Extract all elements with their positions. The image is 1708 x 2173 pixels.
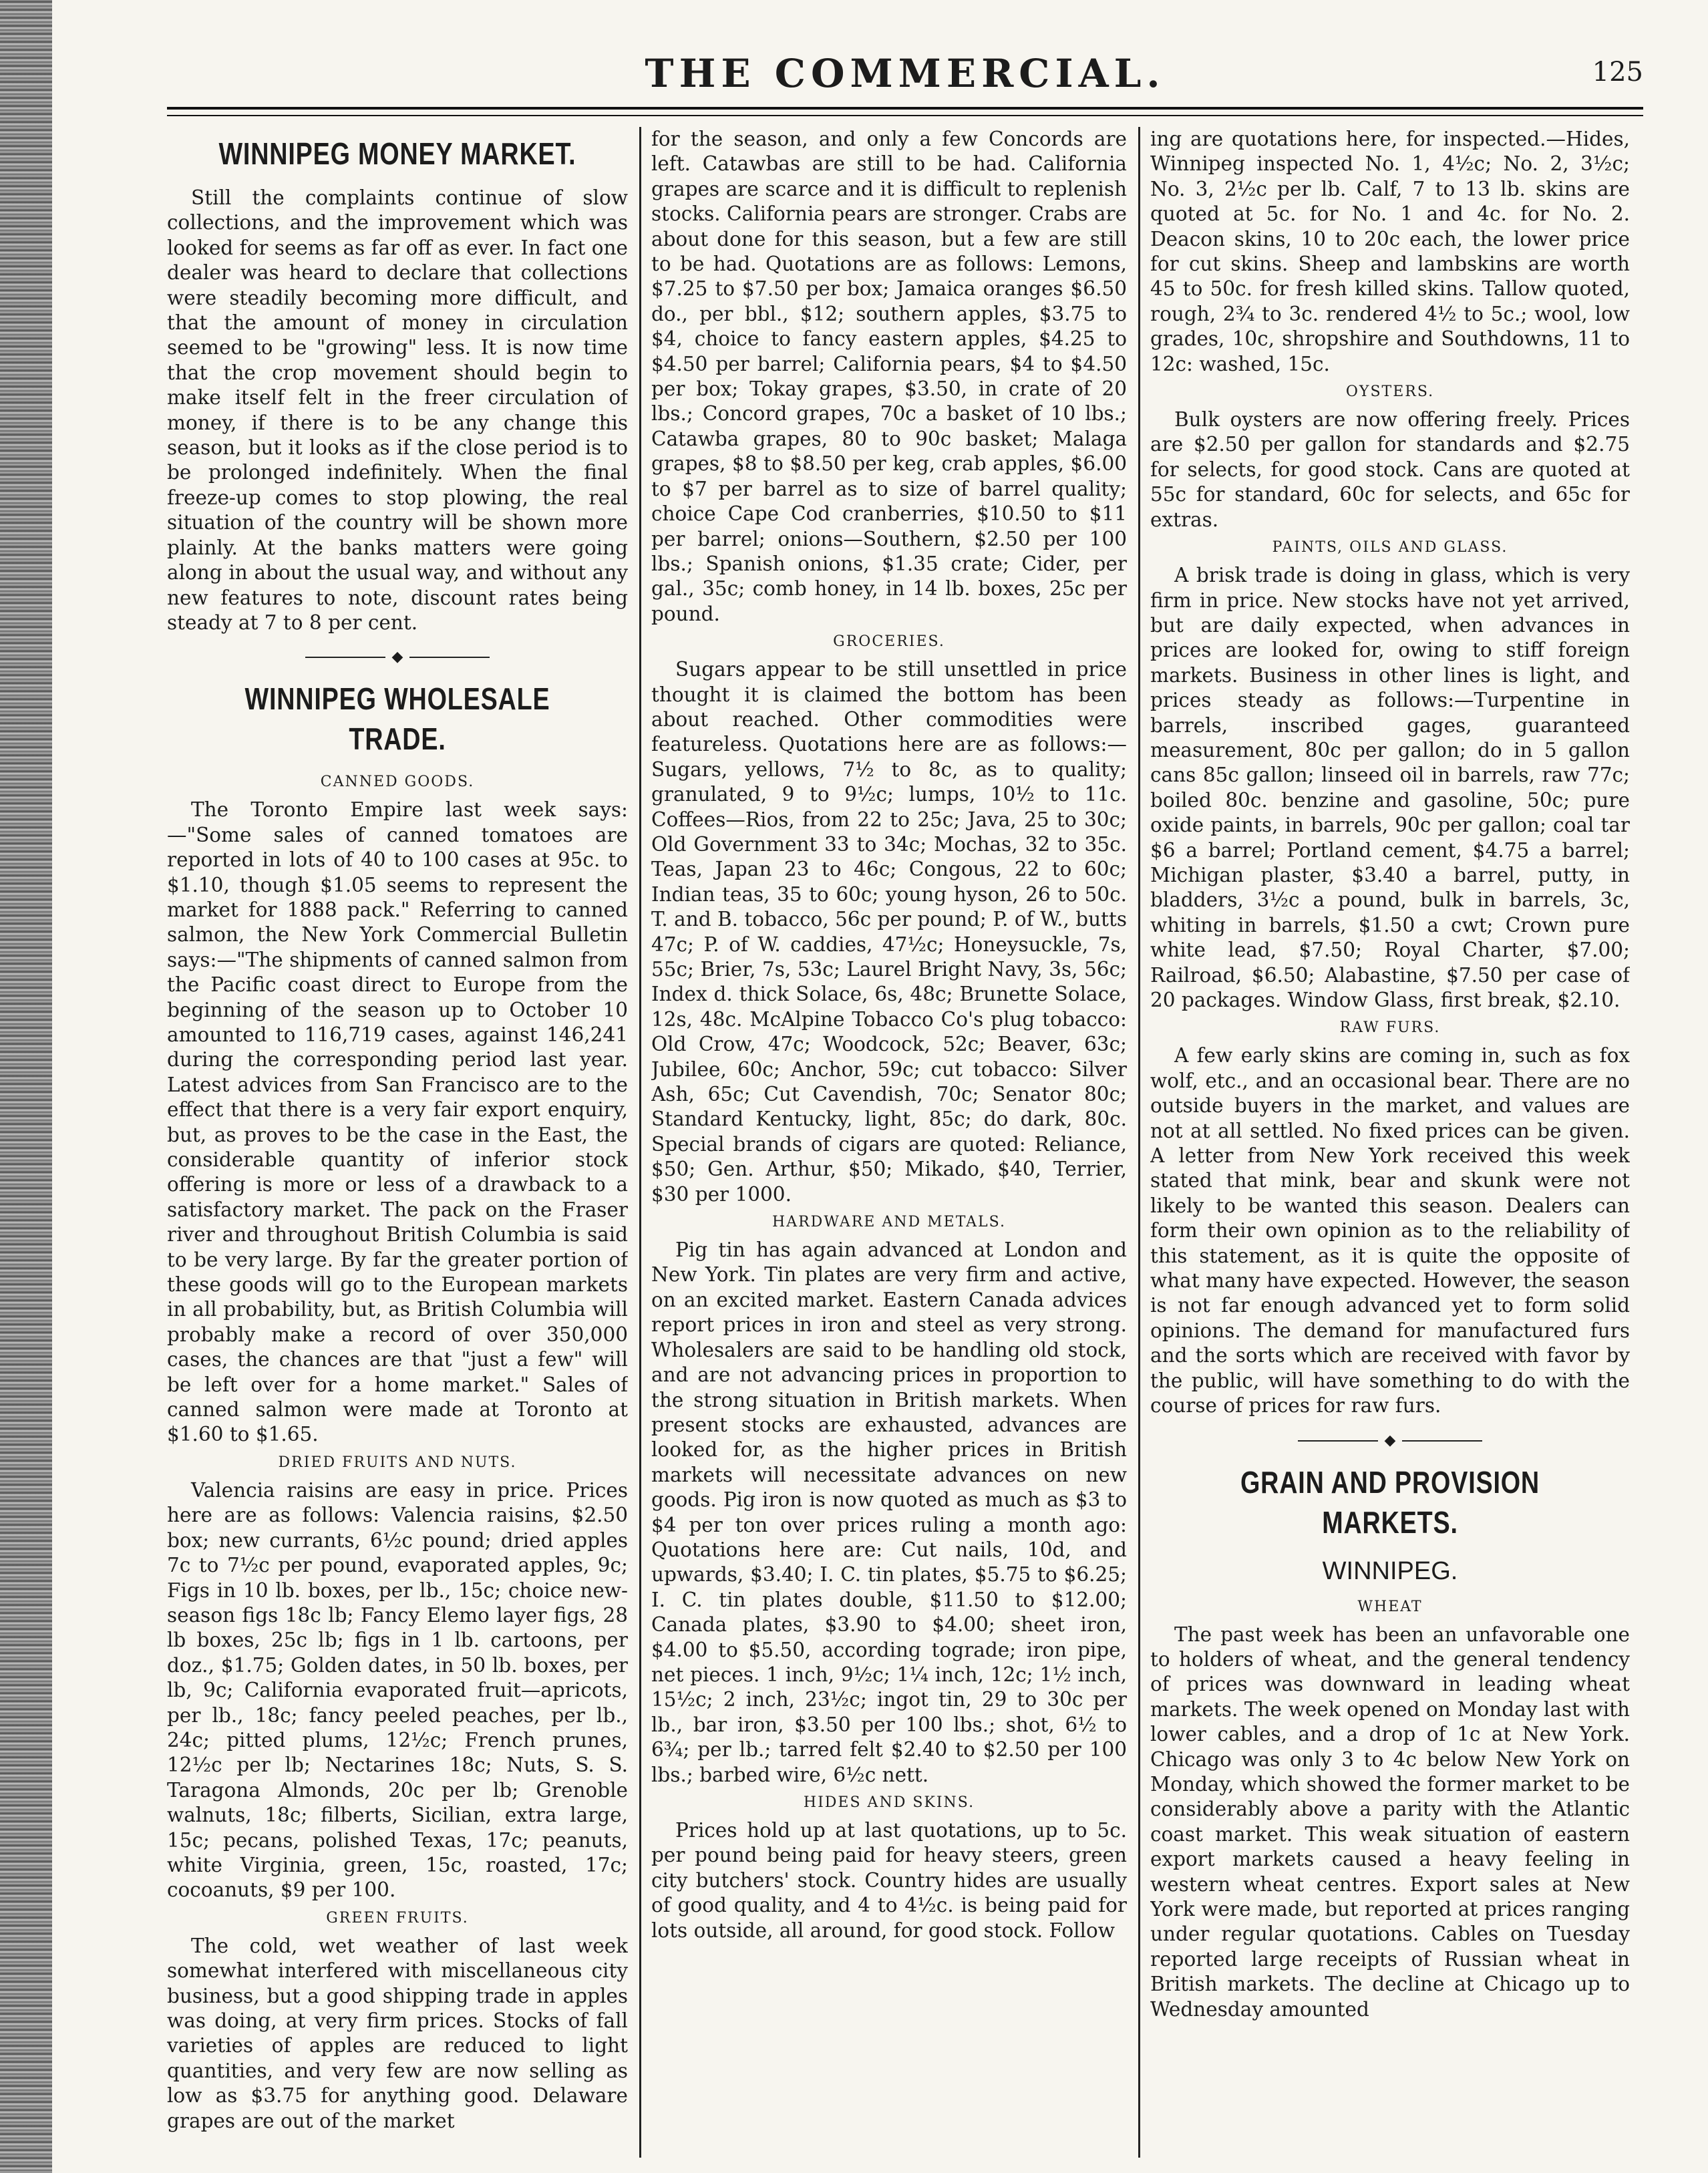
- subheading-oysters: OYSTERS.: [1345, 383, 1435, 401]
- column-3: [1150, 127, 1630, 2158]
- money-market-paragraph: Still the complaints continue of slow collections, and the improvement which was looked for seems as far off as ever. In fact one dealer was heard to declare that collections were steadily becoming more difficult, and that the amount of money in circulation seemed to be "growing" less. It is now time that the crop movement should begin to make itself felt in the freer circulation of money, if there is to be any change this season, but it looks as if the close period is to be prolonged indefinitely. When the final freeze-up comes to stop plowing, the real situation of the country will be shown more plainly. At the banks matters were going along in about the usual way, and without any new features to note, discount rates being steady at 7 to 8 per cent.: [167, 186, 628, 634]
- green-fruits-paragraph: The cold, wet weather of last week somewhat interfered with miscellaneous city business, but a good shipping trade in apples was doing, at very firm prices. Stocks of fall varieties of apples are reduced to light quantities, and very few are now selling as low as $3.75 for anything good. Delaware grapes are out of the market: [167, 1934, 628, 2132]
- wheat-paragraph: The past week has been an unfavorable one to holders of wheat, and the general tendency of prices was downward in leading wheat markets. The week opened on Monday last with lower cables, and a drop of 1c at New York. Chicago was only 3 to 4c below New York on Monday, which showed the former market to be considerably above a parity with the Atlantic coast market. This weak situation of eastern export markets caused a heavy feeling in western wheat centres. Export sales at New York were made, but reported at prices ranging under regular quotations. Cables on Tuesday reported large receipts of Russian wheat in British markets. The decline at Chicago up to Wednesday amounted: [1150, 1623, 1630, 2021]
- green-fruits-continued: for the season, and only a few Concords are left. Catawbas are still to be had. California grapes are scarce and it is difficult to replenish stocks. California pears are stronger. Crabs are about done for this season, but a few are still to be had. Quotations are as follows: Lemons, $7.25 to $7.50 per box; Jamaica oranges $6.50 do., per bbl., $12; southern apples, $3.75 to $4, choice to fancy eastern apples, $4.25 to $4.50 per barrel; California pears, $4 to $4.50 per box; Tokay grapes, $3.50, in crate of 20 lbs.; Concord grapes, 70c a basket of 10 lbs.; Catawba grapes, 80 to 90c basket; Malaga grapes, $8 to $8.50 per keg, crab apples, $6.00 to $7 per barrel as to size of barrel quality; choice Cape Cod cranberries, $10.50 to $11 per barrel; onions—Southern, $2.50 per 100 lbs.; Spanish onions, $1.35 crate; Cider, per gal., 35c; comb honey, in 14 lb. boxes, 25c per pound.: [651, 128, 1127, 625]
- publication-title: THE COMMERCIAL.: [645, 51, 1166, 96]
- hardware-paragraph: Pig tin has again advanced at London and New York. Tin plates are very firm and active, on an excited market. Eastern Canada advices report prices in iron and steel as very strong. Wholesalers are said to be handling old stock, and are not advancing prices in proportion to the strong situation in British markets. When present stocks are exhausted, advances are looked for, as the higher prices in British markets will necessitate advances on new goods. Pig iron is now quoted as much as $3 to $4 per ton over prices ruling a month ago: Quotations here are: Cut nails, 10d, and upwards, $3.40; I. C. tin plates, $5.75 to $6.25; I. C. tin plates double, $11.50 to $12.00; Canada plates, $3.90 to $4.00; sheet iron, $4.00 to $5.50, according tograde; iron pipe, net pieces. 1 inch, 9½c; 1¼ inch, 12c; 1½ inch, 15½c; 2 inch, 23½c; ingot tin, 29 to 30c per lb., bar iron, $3.50 per 100 lbs.; shot, 6½ to 6¾; per lb.; tarred felt $2.40 to $2.50 per 100 lbs.; barbed wire, 6½c nett.: [651, 1238, 1127, 1786]
- subheading-hardware: HARDWARE AND METALS.: [772, 1214, 1006, 1231]
- subheading-raw-furs: RAW FURS.: [1339, 1019, 1441, 1037]
- masthead: [167, 47, 1643, 100]
- column-rule-1: [639, 127, 641, 2158]
- masthead-rule: [167, 107, 1643, 116]
- hides-continued: ing are quotations here, for inspected.—Hides, Winnipeg inspected No. 1, 4½c; No. 2, 3½c; No. 3, 2½c per lb. Calf, 7 to 13 lb. skins are quoted at 5c. for No. 1 and 4c. for No. 2. Deacon skins, 10 to 20c each, the lower price for cut skins. Sheep and lambskins are worth 45 to 50c. for fresh killed skins. Tallow quoted, rough, 2¾ to 3c. rendered 4½ to 5c.; wool, low grades, 10c, shropshire and Southdowns, 11 to 12c: washed, 15c.: [1150, 128, 1630, 375]
- subheading-wheat: WHEAT: [1357, 1598, 1423, 1615]
- subheading-dried-fruits: DRIED FRUITS AND NUTS.: [278, 1454, 517, 1471]
- paints-paragraph: A brisk trade is doing in glass, which is very firm in price. New stocks have not yet arrived, but are daily expected, when advances in prices are looked for, owing to stiff foreign markets. Business in other lines is light, and prices steady as follows:—Turpentine in barrels, inscribed gages, guaranteed measurement, 80c per gallon; do in 5 gallon cans 85c gallon; linseed oil in barrels, raw 77c; boiled 80c. benzine and gasoline, 50c; pure oxide paints, in barrels, 90c per gallon; coal tar $6 a barrel; Portland cement, $4.75 a barrel; Michigan plaster, $3.40 a barrel, putty, in bladders, 3½c a pound, bulk in barrels, 3c, whiting in barrels, $1.50 a cwt; Crown pure white lead, $7.50; Royal Charter, $7.00; Railroad, $6.50; Alabastine, $7.50 per case of 20 packages. Window Glass, first break, $2.10.: [1150, 564, 1630, 1011]
- heading-wholesale-trade: WINNIPEG WHOLESALE TRADE.: [244, 681, 550, 757]
- subheading-groceries: GROCERIES.: [833, 633, 945, 651]
- page-number: 125: [1592, 57, 1643, 88]
- column-rule-2: [1138, 127, 1140, 2158]
- heading-money-market: WINNIPEG MONEY MARKET.: [218, 136, 576, 171]
- subheading-green-fruits: GREEN FRUITS.: [326, 1909, 469, 1927]
- subheading-hides: HIDES AND SKINS.: [803, 1794, 975, 1811]
- dried-fruits-paragraph: Valencia raisins are easy in price. Prices here are as follows: Valencia raisins, $2.50 box; new currants, 6½c pound; dried apples 7c to 7½c per pound, evaporated apples, 9c; Figs in 10 lb. boxes, per lb., 15c; choice new-season figs 18c lb; Fancy Elemo layer figs, 28 lb boxes, 25c lb; figs in 1 lb. cartoons, per doz., $1.75; Golden dates, in 50 lb. boxes, per lb, 9c; California evaporated fruit—apricots, per lb., 18c; fancy peeled peaches, per lb., 24c; pitted plums, 12½c; French prunes, 12½c per lb; Nectarines 18c; Nuts, S. S. Taragona Almonds, 20c per lb; Grenoble walnuts, 18c; filberts, Sicilian, extra large, 15c; pecans, polished Texas, 17c; peanuts, white Virginia, green, 15c, roasted, 17c; cocoanuts, $9 per 100.: [167, 1478, 628, 1902]
- raw-furs-paragraph: A few early skins are coming in, such as fox wolf, etc., and an occasional bear. There are no outside buyers in the market, and values are not at all settled. No fixed prices can be given. A letter from New York received this week stated that mink, bear and skunk were not likely to be wanted this season. Dealers can form their own opinion as to the reliability of this statement, as it is quite the opposite of what many have expected. However, the season is not far enough advanced yet to form solid opinions. The demand for manufactured furs and the sorts which are received with favor by the public, will have something to do with the course of prices for raw furs.: [1150, 1044, 1630, 1417]
- oysters-paragraph: Bulk oysters are now offering freely. Prices are $2.50 per gallon for standards and $2.75 for selects, for good stock. Cans are quoted at 55c for standard, 60c for selects, and 65c for extras.: [1150, 408, 1630, 531]
- subheading-paints: PAINTS, OILS AND GLASS.: [1272, 539, 1508, 556]
- heading-winnipeg: WINNIPEG.: [1322, 1556, 1458, 1585]
- groceries-paragraph: Sugars appear to be still unsettled in price thought it is claimed the bottom has been about reached. Other commodities were featureless. Quotations here are as follows:—Sugars, yellows, 7½ to 8c, as to quality; granulated, 9 to 9½c; lumps, 10½ to 11c. Coffees—Rios, from 22 to 25c; Java, 25 to 30c; Old Government 33 to 34c; Mochas, 32 to 35c. Teas, Japan 23 to 46c; Congous, 22 to 60c; Indian teas, 35 to 60c; young hyson, 26 to 50c. T. and B. tobacco, 56c per pound; P. of W., butts 47c; P. of W. caddies, 47½c; Honeysuckle, 7s, 55c; Brier, 7s, 53c; Laurel Bright Navy, 3s, 56c; Index d. thick Solace, 6s, 48c; Brunette Solace, 12s, 48c. McAlpine Tobacco Co's plug tobacco: Old Crow, 47c; Woodcock, 52c; Beaver, 63c; Jubilee, 60c; Anchor, 59c; cut tobacco: Silver Ash, 65c; Cut Cavendish, 70c; Senator 80c; Standard Kentucky, light, 85c; do dark, 80c. Special brands of cigars are quoted: Reliance, $50; Gen. Arthur, $50; Mikado, $40, Terrier, $30 per 1000.: [651, 658, 1127, 1206]
- heading-grain-provision: GRAIN AND PROVISION MARKETS.: [1240, 1464, 1540, 1540]
- subheading-canned-goods: CANNED GOODS.: [320, 774, 475, 791]
- section-divider: ◆: [167, 643, 628, 671]
- binding-edge: [0, 0, 52, 2173]
- canned-goods-paragraph: The Toronto Empire last week says:—"Some sales of canned tomatoes are reported in lots of 40 to 100 cases at 95c. to $1.10, though $1.05 seems to represent the market for 1888 pack." Referring to canned salmon, the New York Commercial Bulletin says:—"The shipments of canned salmon from the Pacific coast direct to Europe from the beginning of the season up to October 10 amounted to 116,719 cases, against 146,241 during the corresponding period last year. Latest advices from San Francisco are to the effect that there is a very fair export enquiry, but, as proves to be the case in the East, the considerable quantity of inferior stock offering is more or less of a drawback to a satisfactory market. The pack on the Fraser river and throughout British Columbia is said to be very large. By far the greater portion of these goods will go to the European markets in all probability, but, as British Columbia will probably make a record of over 350,000 cases, the chances are that "just a few" will be left over for a home market." Sales of canned salmon were made at Toronto at $1.60 to $1.65.: [167, 798, 628, 1446]
- section-divider: ◆: [1150, 1427, 1630, 1454]
- column-1: [167, 127, 628, 2158]
- hides-paragraph: Prices hold up at last quotations, up to 5c. per pound being paid for heavy steers, green city butchers' stock. Country hides are usually of good quality, and 4 to 4½c. is being paid for lots outside, all around, for good stock. Follow: [651, 1819, 1127, 1942]
- column-2: [651, 127, 1127, 2158]
